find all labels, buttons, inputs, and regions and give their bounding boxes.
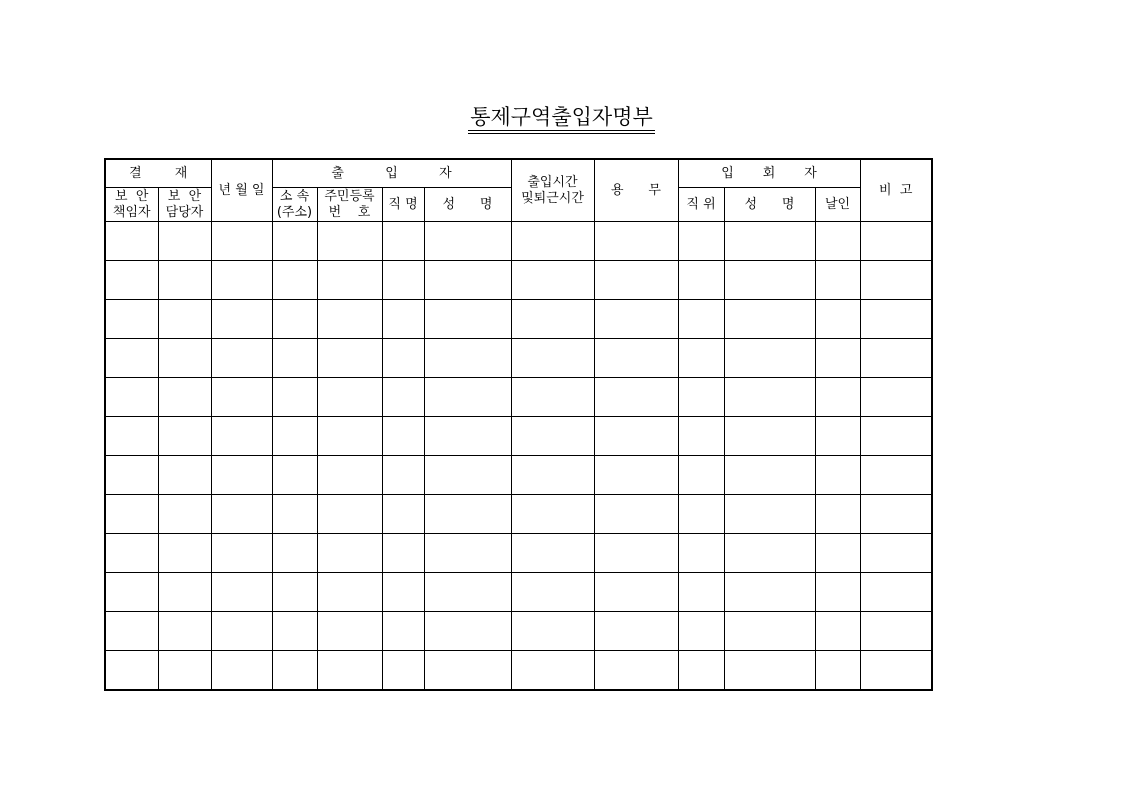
witness-name-header: 성 명: [724, 188, 815, 222]
table-cell: [105, 300, 158, 339]
table-cell: [815, 417, 860, 456]
table-cell: [860, 456, 932, 495]
table-cell: [724, 456, 815, 495]
table-cell: [424, 300, 511, 339]
table-cell: [272, 300, 317, 339]
table-cell: [815, 456, 860, 495]
table-cell: [382, 300, 424, 339]
table-cell: [511, 495, 594, 534]
visitor-register-table: [104, 158, 933, 691]
table-cell: [211, 573, 272, 612]
visitor-name-header: 성 명: [424, 188, 511, 222]
table-cell: [382, 339, 424, 378]
visitor-header: 출 입 자: [272, 159, 511, 188]
table-row: [105, 534, 932, 573]
table-cell: [594, 261, 678, 300]
table-cell: [511, 417, 594, 456]
table-cell: [860, 417, 932, 456]
table-cell: [272, 378, 317, 417]
table-cell: [317, 534, 382, 573]
table-cell: [272, 612, 317, 651]
remarks-header: 비 고: [860, 159, 932, 222]
table-cell: [211, 612, 272, 651]
table-cell: [678, 222, 724, 261]
table-cell: [317, 495, 382, 534]
table-row: [105, 495, 932, 534]
table-cell: [724, 495, 815, 534]
table-row: [105, 573, 932, 612]
table-cell: [211, 261, 272, 300]
table-cell: [594, 573, 678, 612]
table-cell: [860, 339, 932, 378]
table-cell: [272, 651, 317, 691]
table-cell: [724, 378, 815, 417]
table-cell: [815, 612, 860, 651]
table-cell: [678, 339, 724, 378]
date-header: 년 월 일: [211, 159, 272, 222]
table-cell: [860, 378, 932, 417]
table-cell: [815, 573, 860, 612]
table-cell: [860, 534, 932, 573]
table-cell: [211, 456, 272, 495]
table-cell: [815, 261, 860, 300]
table-cell: [317, 456, 382, 495]
table-cell: [511, 612, 594, 651]
witness-header: 입 회 자: [678, 159, 860, 188]
table-row: [105, 378, 932, 417]
table-cell: [594, 222, 678, 261]
table-cell: [382, 261, 424, 300]
table-cell: [158, 261, 211, 300]
table-row: [105, 612, 932, 651]
table-cell: [724, 300, 815, 339]
table-row: [105, 261, 932, 300]
security-officer-header: 보 안 담당자: [158, 188, 211, 222]
table-cell: [105, 456, 158, 495]
table-cell: [594, 612, 678, 651]
table-cell: [317, 651, 382, 691]
table-cell: [511, 378, 594, 417]
table-cell: [382, 651, 424, 691]
table-row: [105, 651, 932, 691]
table-cell: [815, 339, 860, 378]
table-cell: [158, 612, 211, 651]
table-cell: [158, 651, 211, 691]
affiliation-header: 소 속 (주소): [272, 188, 317, 222]
table-cell: [272, 222, 317, 261]
witness-position-header: 직 위: [678, 188, 724, 222]
table-cell: [424, 651, 511, 691]
table-cell: [317, 222, 382, 261]
table-cell: [511, 456, 594, 495]
table-cell: [211, 222, 272, 261]
table-cell: [594, 495, 678, 534]
table-cell: [211, 534, 272, 573]
table-cell: [211, 300, 272, 339]
table-cell: [317, 378, 382, 417]
table-cell: [317, 300, 382, 339]
table-cell: [317, 612, 382, 651]
table-cell: [424, 339, 511, 378]
table-cell: [815, 495, 860, 534]
table-cell: [424, 222, 511, 261]
table-cell: [860, 222, 932, 261]
table-cell: [678, 300, 724, 339]
table-cell: [382, 378, 424, 417]
table-row: [105, 300, 932, 339]
table-cell: [158, 573, 211, 612]
table-cell: [724, 573, 815, 612]
table-cell: [272, 339, 317, 378]
table-cell: [424, 495, 511, 534]
table-cell: [511, 261, 594, 300]
table-cell: [511, 300, 594, 339]
table-cell: [158, 378, 211, 417]
table-cell: [511, 534, 594, 573]
table-cell: [382, 573, 424, 612]
table-cell: [211, 378, 272, 417]
table-cell: [511, 222, 594, 261]
table-cell: [272, 456, 317, 495]
table-cell: [382, 417, 424, 456]
table-cell: [860, 651, 932, 691]
table-row: [105, 222, 932, 261]
resident-number-header: 주민등록 번 호: [317, 188, 382, 222]
table-cell: [511, 651, 594, 691]
table-cell: [724, 612, 815, 651]
table-cell: [424, 534, 511, 573]
table-cell: [317, 339, 382, 378]
table-cell: [105, 417, 158, 456]
table-cell: [860, 573, 932, 612]
approval-header: 결 재: [105, 159, 211, 188]
table-cell: [272, 261, 317, 300]
table-cell: [211, 339, 272, 378]
table-cell: [272, 495, 317, 534]
table-cell: [511, 573, 594, 612]
table-row: [105, 339, 932, 378]
table-cell: [158, 339, 211, 378]
table-cell: [272, 417, 317, 456]
table-cell: [424, 573, 511, 612]
table-cell: [424, 261, 511, 300]
table-cell: [272, 534, 317, 573]
table-cell: [594, 651, 678, 691]
table-cell: [815, 222, 860, 261]
table-cell: [158, 222, 211, 261]
table-cell: [594, 417, 678, 456]
table-cell: [105, 534, 158, 573]
table-cell: [594, 534, 678, 573]
table-cell: [382, 612, 424, 651]
table-cell: [105, 495, 158, 534]
table-cell: [158, 456, 211, 495]
table-cell: [105, 378, 158, 417]
table-cell: [105, 612, 158, 651]
table-cell: [158, 534, 211, 573]
table-cell: [382, 456, 424, 495]
table-cell: [860, 261, 932, 300]
table-cell: [678, 456, 724, 495]
table-cell: [594, 378, 678, 417]
table-row: [105, 456, 932, 495]
table-cell: [678, 573, 724, 612]
time-header: 출입시간 및퇴근시간: [511, 159, 594, 222]
table-row: [105, 417, 932, 456]
table-cell: [594, 456, 678, 495]
table-cell: [724, 261, 815, 300]
table-cell: [424, 612, 511, 651]
table-cell: [860, 495, 932, 534]
table-cell: [678, 612, 724, 651]
table-cell: [724, 339, 815, 378]
table-cell: [424, 456, 511, 495]
table-cell: [211, 651, 272, 691]
table-cell: [724, 534, 815, 573]
table-cell: [105, 261, 158, 300]
table-cell: [678, 261, 724, 300]
table-cell: [272, 573, 317, 612]
table-cell: [594, 300, 678, 339]
table-cell: [815, 534, 860, 573]
table-cell: [678, 495, 724, 534]
table-cell: [860, 612, 932, 651]
purpose-header: 용 무: [594, 159, 678, 222]
table-cell: [815, 378, 860, 417]
table-cell: [594, 339, 678, 378]
table-cell: [105, 339, 158, 378]
table-cell: [105, 222, 158, 261]
document-title: 통제구역출입자명부: [468, 104, 655, 134]
table-cell: [724, 417, 815, 456]
table-cell: [424, 417, 511, 456]
table-cell: [158, 495, 211, 534]
table-cell: [317, 573, 382, 612]
table-cell: [317, 261, 382, 300]
visitor-position-header: 직 명: [382, 188, 424, 222]
table-cell: [158, 417, 211, 456]
table-cell: [724, 651, 815, 691]
table-cell: [382, 534, 424, 573]
security-chief-header: 보 안 책임자: [105, 188, 158, 222]
table-cell: [158, 300, 211, 339]
table-cell: [211, 417, 272, 456]
table-cell: [105, 651, 158, 691]
table-cell: [317, 417, 382, 456]
document-title-wrap: [0, 104, 1123, 134]
table-cell: [815, 651, 860, 691]
table-cell: [511, 339, 594, 378]
table-cell: [678, 417, 724, 456]
table-cell: [724, 222, 815, 261]
table-cell: [678, 378, 724, 417]
table-cell: [105, 573, 158, 612]
table-cell: [678, 651, 724, 691]
table-cell: [678, 534, 724, 573]
table-cell: [424, 378, 511, 417]
table-cell: [860, 300, 932, 339]
table-cell: [382, 495, 424, 534]
table-cell: [211, 495, 272, 534]
table-cell: [815, 300, 860, 339]
table-cell: [382, 222, 424, 261]
seal-header: 날인: [815, 188, 860, 222]
